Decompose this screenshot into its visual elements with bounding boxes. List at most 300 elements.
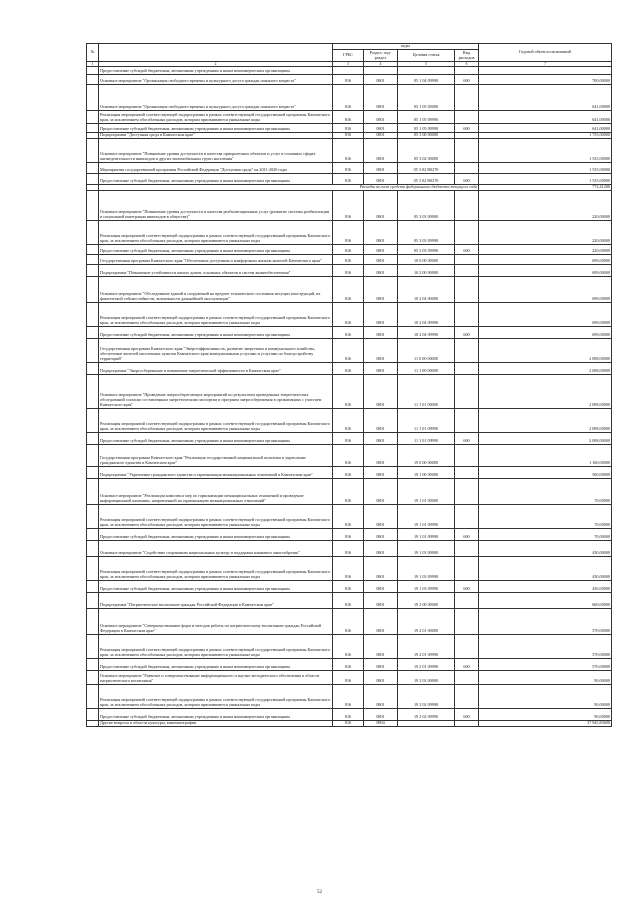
row-type-cell — [455, 85, 479, 111]
row-no-cell — [87, 173, 99, 184]
row-grbs-cell: 816 — [333, 124, 364, 133]
row-amount-cell: 2 008,00000 — [479, 408, 612, 432]
row-type-cell — [455, 111, 479, 124]
row-name-cell: Государственная программа Камчатского края "Энергоэффективность, развитие энергетики и коммунального хозяйства, обеспечение жителей населенных пунктов Камчатского края коммунальными услугами и услугами по благоустройству территорий" — [99, 338, 333, 362]
row-name-cell: Предоставление субсидий бюджетным, автономным учреждениям и иным некоммерческим организациям — [99, 124, 333, 133]
row-target-cell: 11 1 00 00000 — [398, 362, 455, 374]
row-no-cell — [87, 478, 99, 504]
row-type-cell: 600 — [455, 244, 479, 254]
row-type-cell — [455, 67, 479, 75]
row-amount-cell: 641,00000 — [479, 124, 612, 133]
row-type-cell — [455, 592, 479, 608]
row-grbs-cell: 816 — [333, 162, 364, 173]
row-section-cell: 0801 — [364, 173, 398, 184]
row-target-cell: 05 3 03 09990 — [398, 220, 455, 244]
row-grbs-cell: 816 — [333, 608, 364, 634]
row-target-cell: 19 0 00 00000 — [398, 444, 455, 466]
row-target-cell: 19 2 00 00000 — [398, 592, 455, 608]
header-target: Целевая статья — [398, 50, 455, 62]
row-section-cell: 0801 — [364, 276, 398, 302]
table-row — [87, 504, 612, 528]
row-name-cell: Подпрограмма "Повышение устойчивости жилых домов, основных объектов и систем жизнеобеспечения" — [99, 264, 333, 276]
row-target-cell: 10 2 04 09990 — [398, 302, 455, 326]
row-section-cell: 0801 — [364, 478, 398, 504]
row-section-cell: 0801 — [364, 466, 398, 478]
row-grbs-cell: 816 — [333, 374, 364, 408]
row-amount-cell: 500,00000 — [479, 466, 612, 478]
row-target-cell: 05 3 03 00000 — [398, 190, 455, 220]
table-row — [87, 85, 612, 111]
table-row — [87, 362, 612, 374]
row-no-cell — [87, 444, 99, 466]
row-grbs-cell: 816 — [333, 720, 364, 726]
row-name-cell: Мероприятия государственной программы Российской Федерации "Доступная среда" на 2011-2020 годы — [99, 162, 333, 173]
row-grbs-cell: 816 — [333, 444, 364, 466]
row-name-cell: Предоставление субсидий бюджетным, автономным учреждениям и иным некоммерческим организациям — [99, 580, 333, 592]
row-section-cell: 0801 — [364, 124, 398, 133]
row-name-cell: Основное мероприятие "Повышение уровня доступности и качества реабилитационных услуг (развитие системы реабилитации и социальной интеграции инвалидов в обществе)" — [99, 190, 333, 220]
row-no-cell — [87, 658, 99, 670]
budget-table — [86, 43, 612, 727]
row-name-cell: Основное мероприятие "Организация свободного времени и культурного досуга граждан пожилого возраста" — [99, 75, 333, 85]
row-no-cell — [87, 504, 99, 528]
row-grbs-cell: 816 — [333, 75, 364, 85]
row-note-cell: Расходы за счет средств федерального бюджета текущего года — [99, 184, 479, 190]
row-target-cell: 05 1 05 00000 — [398, 85, 455, 111]
row-section-cell: 0801 — [364, 374, 398, 408]
row-target-cell: 19 1 03 09990 — [398, 580, 455, 592]
row-type-cell — [455, 720, 479, 726]
row-amount-cell: 70,00000 — [479, 528, 612, 540]
row-name-cell: Предоставление субсидий бюджетным, автономным учреждениям и иным некоммерческим организациям — [99, 67, 333, 75]
table-row — [87, 444, 612, 466]
table-row — [87, 276, 612, 302]
table-row — [87, 528, 612, 540]
row-type-cell — [455, 608, 479, 634]
table-row — [87, 302, 612, 326]
row-no-cell — [87, 720, 99, 726]
row-name-cell: Подпрограмма "Патриотическое воспитание граждан Российской Федерации в Камчатском крае" — [99, 592, 333, 608]
row-section-cell: 0801 — [364, 540, 398, 556]
row-type-cell: 600 — [455, 75, 479, 85]
table-row — [87, 173, 612, 184]
row-target-cell: 19 1 00 00000 — [398, 466, 455, 478]
row-name-cell: Основное мероприятие "Совершенствование форм и методов работы по патриотическому воспитанию граждан Российской Федерации в Камчатском крае" — [99, 608, 333, 634]
row-grbs-cell: 816 — [333, 466, 364, 478]
row-type-cell: 600 — [455, 528, 479, 540]
header-codes: коды — [333, 44, 479, 50]
row-grbs-cell: 816 — [333, 658, 364, 670]
row-grbs-cell: 816 — [333, 138, 364, 162]
row-target-cell: 05 3 02 00000 — [398, 138, 455, 162]
row-type-cell — [455, 634, 479, 658]
table-row — [87, 220, 612, 244]
index-cell: 2 — [99, 62, 333, 67]
row-name-cell: Основное мероприятие "Развитие и совершенствование информационного и научно-методического обеспечения в области патриотического воспитания" — [99, 670, 333, 684]
header-expense-type: Вид расходов — [455, 50, 479, 62]
row-type-cell: 600 — [455, 708, 479, 720]
row-type-cell: 600 — [455, 124, 479, 133]
row-no-cell — [87, 540, 99, 556]
row-target-cell: 19 2 02 09990 — [398, 708, 455, 720]
row-no-cell — [87, 466, 99, 478]
row-section-cell — [364, 67, 398, 75]
table-row — [87, 670, 612, 684]
table-header — [87, 44, 612, 67]
row-target-cell — [398, 67, 455, 75]
row-target-cell: 19 2 01 00000 — [398, 608, 455, 634]
row-name-cell: Предоставление субсидий бюджетным, автономным учреждениям и иным некоммерческим организациям — [99, 326, 333, 338]
row-amount-cell: 699,00000 — [479, 326, 612, 338]
row-section-cell: 0801 — [364, 708, 398, 720]
row-no-cell — [87, 67, 99, 75]
row-no-cell — [87, 85, 99, 111]
row-type-cell — [455, 338, 479, 362]
row-name-cell: Основное мероприятие "Обследование зданий и сооружений на предмет технического состояния несущих конструкций, их фактической сейсмостойкости, возможности дальнейшей эксплуатации" — [99, 276, 333, 302]
row-amount-cell: 220,00000 — [479, 220, 612, 244]
table-row — [87, 556, 612, 580]
row-type-cell — [455, 670, 479, 684]
row-name-cell: Реализация мероприятий соответствующей подпрограммы в рамках соответствующей государственной программы Камчатского края, за исключением обособленных расходов, которым присваиваются уникальные коды — [99, 220, 333, 244]
table-row — [87, 264, 612, 276]
row-grbs-cell: 816 — [333, 684, 364, 708]
row-type-cell — [455, 684, 479, 708]
row-type-cell: 600 — [455, 580, 479, 592]
row-type-cell — [455, 162, 479, 173]
row-amount-cell: 90,00000 — [479, 684, 612, 708]
row-section-cell: 0801 — [364, 504, 398, 528]
row-no-cell — [87, 190, 99, 220]
row-section-cell: 0801 — [364, 138, 398, 162]
row-grbs-cell: 816 — [333, 264, 364, 276]
row-name-cell: Предоставление субсидий бюджетным, автономным учреждениям и иным некоммерческим организациям — [99, 432, 333, 444]
row-amount-cell: 699,00000 — [479, 264, 612, 276]
row-target-cell: 05 3 02 R0270 — [398, 173, 455, 184]
row-target-cell: 19 1 01 00000 — [398, 478, 455, 504]
row-name-cell: Реализация мероприятий соответствующей подпрограммы в рамках соответствующей государственной программы Камчатского края, за исключением обособленных расходов, которым присваиваются уникальные коды — [99, 556, 333, 580]
row-target-cell: 05 1 05 09990 — [398, 124, 455, 133]
row-name-cell: Предоставление субсидий бюджетным, автономным учреждениям и иным некоммерческим организациям — [99, 708, 333, 720]
table-row — [87, 466, 612, 478]
row-section-cell: 0801 — [364, 220, 398, 244]
row-no-cell — [87, 592, 99, 608]
row-section-cell: 0801 — [364, 326, 398, 338]
row-grbs-cell: 816 — [333, 326, 364, 338]
row-amount-cell: 2 008,00000 — [479, 432, 612, 444]
row-grbs-cell: 816 — [333, 408, 364, 432]
row-amount-cell: 1 755,00000 — [479, 133, 612, 139]
row-section-cell: 0801 — [364, 592, 398, 608]
row-grbs-cell: 816 — [333, 244, 364, 254]
row-name-cell: Основное мероприятие "Проведение энергосберегающих мероприятий по результатам проведенных энергетических обследований согласно составленным энергетическим паспортам и программ энергосбережения в организациях с участием Камчатского края" — [99, 374, 333, 408]
row-no-cell — [87, 556, 99, 580]
row-name-cell: Реализация мероприятий соответствующей подпрограммы в рамках соответствующей государственной программы Камчатского края, за исключением обособленных расходов, которым присваиваются уникальные коды — [99, 111, 333, 124]
row-target-cell: 19 2 02 09990 — [398, 684, 455, 708]
row-grbs-cell: 816 — [333, 528, 364, 540]
row-name-cell: Основное мероприятие "Содействие сохранению национальных культур и поддержка языкового многообразия" — [99, 540, 333, 556]
row-name-cell: Государственная программа Камчатского края "Обеспечение доступным и комфортным жильем жителей Камчатского края" — [99, 254, 333, 264]
row-type-cell — [455, 466, 479, 478]
row-amount-cell: 1 535,00000 — [479, 162, 612, 173]
row-no-cell — [87, 362, 99, 374]
row-name-cell: Реализация мероприятий соответствующей подпрограммы в рамках соответствующей государственной программы Камчатского края, за исключением обособленных расходов, которым присваиваются уникальные коды — [99, 408, 333, 432]
row-grbs-cell: 816 — [333, 362, 364, 374]
row-section-cell: 0801 — [364, 432, 398, 444]
table-row — [87, 478, 612, 504]
row-amount-cell: 90,00000 — [479, 670, 612, 684]
row-target-cell: 05 3 02 R0270 — [398, 162, 455, 173]
row-no-cell — [87, 670, 99, 684]
row-name-cell: Подпрограмма "Доступная среда в Камчатском крае" — [99, 133, 333, 139]
row-section-cell: 0801 — [364, 254, 398, 264]
table-row — [87, 374, 612, 408]
row-type-cell: 600 — [455, 326, 479, 338]
row-name-cell: Основное мероприятие "Реализация комплекса мер по гармонизации межнациональных отношений и проведение информационной кампании, направленной на гармонизацию межнациональных отношений" — [99, 478, 333, 504]
table-row — [87, 708, 612, 720]
row-amount-cell: 37 945,83600 — [479, 720, 612, 726]
row-type-cell: 600 — [455, 658, 479, 670]
row-amount-cell — [479, 67, 612, 75]
row-amount-cell: 2 008,00000 — [479, 374, 612, 408]
row-grbs-cell: 816 — [333, 173, 364, 184]
header-annual: Годовой объем ассигнований — [479, 44, 612, 62]
row-amount-cell: 220,00000 — [479, 244, 612, 254]
row-amount-cell: 1 535,00000 — [479, 138, 612, 162]
row-amount-cell: 70,00000 — [479, 478, 612, 504]
row-no-cell — [87, 326, 99, 338]
row-grbs-cell: 816 — [333, 133, 364, 139]
row-grbs-cell: 816 — [333, 85, 364, 111]
row-amount-cell: 570,00000 — [479, 634, 612, 658]
row-type-cell — [455, 254, 479, 264]
row-grbs-cell — [333, 67, 364, 75]
row-name-cell: Реализация мероприятий соответствующей подпрограммы в рамках соответствующей государственной программы Камчатского края, за исключением обособленных расходов, которым присваиваются уникальные коды — [99, 634, 333, 658]
row-type-cell — [455, 540, 479, 556]
row-type-cell — [455, 302, 479, 326]
table-row — [87, 658, 612, 670]
table-row — [87, 75, 612, 85]
row-target-cell: 05 1 05 09990 — [398, 111, 455, 124]
row-target-cell: 19 2 01 09990 — [398, 658, 455, 670]
row-section-cell: 0801 — [364, 528, 398, 540]
row-section-cell: 0801 — [364, 190, 398, 220]
table-row — [87, 254, 612, 264]
row-target-cell: 10 2 04 09990 — [398, 326, 455, 338]
row-amount-cell: 90,00000 — [479, 708, 612, 720]
row-section-cell: 0801 — [364, 244, 398, 254]
row-section-cell: 0801 — [364, 362, 398, 374]
table-row — [87, 432, 612, 444]
row-target-cell — [398, 720, 455, 726]
row-type-cell — [455, 220, 479, 244]
row-grbs-cell: 816 — [333, 432, 364, 444]
row-no-cell — [87, 408, 99, 432]
row-grbs-cell: 816 — [333, 540, 364, 556]
row-name-cell: Реализация мероприятий соответствующей подпрограммы в рамках соответствующей государственной программы Камчатского края, за исключением обособленных расходов, которым присваиваются уникальные коды — [99, 504, 333, 528]
table-row — [87, 124, 612, 133]
row-grbs-cell: 816 — [333, 276, 364, 302]
row-amount-cell: 1 535,00000 — [479, 173, 612, 184]
row-target-cell: 19 2 01 09990 — [398, 634, 455, 658]
row-section-cell: 0801 — [364, 338, 398, 362]
row-section-cell: 0801 — [364, 444, 398, 466]
row-name-cell: Предоставление субсидий бюджетным, автономным учреждениям и иным некоммерческим организациям — [99, 173, 333, 184]
row-target-cell: 11 1 01 09990 — [398, 408, 455, 432]
row-type-cell — [455, 478, 479, 504]
row-target-cell: 11 1 01 09990 — [398, 432, 455, 444]
row-name-cell: Другие вопросы в области культуры, кинематографии — [99, 720, 333, 726]
table-row — [87, 138, 612, 162]
table-row — [87, 162, 612, 173]
header-section: Раздел, под-раздел — [364, 50, 398, 62]
row-section-cell: 0801 — [364, 75, 398, 85]
row-name-cell: Основное мероприятие "Повышение уровня доступности и качества приоритетных объектов и услуг в основных сферах жизнедеятельности инвалидов и других маломобильных групп населения" — [99, 138, 333, 162]
header-no: № — [87, 44, 99, 62]
row-amount-cell: 430,00000 — [479, 556, 612, 580]
row-no-cell — [87, 264, 99, 276]
row-amount-cell: 660,00000 — [479, 592, 612, 608]
row-name-cell: Предоставление субсидий бюджетным, автономным учреждениям и иным некоммерческим организациям — [99, 244, 333, 254]
row-type-cell: 600 — [455, 432, 479, 444]
row-type-cell — [455, 504, 479, 528]
header-name — [99, 44, 333, 62]
row-no-cell — [87, 608, 99, 634]
row-amount-cell: 641,00000 — [479, 111, 612, 124]
row-amount-cell: 2 008,00000 — [479, 362, 612, 374]
row-type-cell — [455, 444, 479, 466]
row-name-cell: Основное мероприятие "Организация свободного времени и культурного досуга граждан пожилого возраста" — [99, 85, 333, 111]
row-section-cell: 0801 — [364, 580, 398, 592]
row-section-cell: 0801 — [364, 111, 398, 124]
row-no-cell — [87, 138, 99, 162]
table-row — [87, 540, 612, 556]
row-section-cell: 0801 — [364, 608, 398, 634]
row-section-cell: 0801 — [364, 556, 398, 580]
row-grbs-cell: 816 — [333, 504, 364, 528]
row-grbs-cell: 816 — [333, 556, 364, 580]
header-grbs: ГРБС — [333, 50, 364, 62]
row-name-cell: Реализация мероприятий соответствующей подпрограммы в рамках соответствующей государственной программы Камчатского края, за исключением обособленных расходов, которым присваиваются уникальные коды — [99, 302, 333, 326]
row-amount-cell: 430,00000 — [479, 540, 612, 556]
row-target-cell: 19 1 01 09990 — [398, 504, 455, 528]
table-row — [87, 580, 612, 592]
table-row — [87, 608, 612, 634]
row-grbs-cell: 816 — [333, 254, 364, 264]
row-section-cell: 0801 — [364, 684, 398, 708]
row-amount-cell: 699,00000 — [479, 302, 612, 326]
row-grbs-cell: 816 — [333, 111, 364, 124]
row-target-cell: 19 1 03 09990 — [398, 556, 455, 580]
row-no-cell — [87, 634, 99, 658]
row-name-cell: Подпрограмма "Энергосбережение и повышение энергетической эффективности в Камчатском крае" — [99, 362, 333, 374]
row-no-cell — [87, 374, 99, 408]
row-type-cell — [455, 362, 479, 374]
index-cell: 7 — [479, 62, 612, 67]
row-type-cell — [455, 276, 479, 302]
row-type-cell: 600 — [455, 173, 479, 184]
row-type-cell — [455, 190, 479, 220]
row-target-cell: 19 1 03 00000 — [398, 540, 455, 556]
row-target-cell: 10 2 04 00000 — [398, 276, 455, 302]
row-section-cell: 0804 — [364, 720, 398, 726]
row-type-cell — [455, 138, 479, 162]
row-name-cell: Предоставление субсидий бюджетным, автономным учреждениям и иным некоммерческим организациям — [99, 658, 333, 670]
page-number: 52 — [317, 890, 322, 895]
row-target-cell: 05 3 03 09990 — [398, 244, 455, 254]
row-no-cell — [87, 75, 99, 85]
row-target-cell: 11 1 01 00000 — [398, 374, 455, 408]
row-grbs-cell: 816 — [333, 708, 364, 720]
row-name-cell: Реализация мероприятий соответствующей подпрограммы в рамках соответствующей государственной программы Камчатского края, за исключением обособленных расходов, которым присваиваются уникальные коды — [99, 684, 333, 708]
row-section-cell: 0801 — [364, 302, 398, 326]
row-section-cell: 0801 — [364, 670, 398, 684]
table-row — [87, 326, 612, 338]
row-type-cell — [455, 408, 479, 432]
row-grbs-cell: 816 — [333, 592, 364, 608]
row-no-cell — [87, 244, 99, 254]
row-section-cell: 0801 — [364, 264, 398, 276]
row-section-cell: 0801 — [364, 408, 398, 432]
row-amount-cell: 1 160,00000 — [479, 444, 612, 466]
row-no-cell — [87, 302, 99, 326]
row-no-cell — [87, 684, 99, 708]
row-target-cell: 19 1 01 09990 — [398, 528, 455, 540]
row-name-cell: Предоставление субсидий бюджетным, автономным учреждениям и иным некоммерческим организациям — [99, 528, 333, 540]
table-row — [87, 190, 612, 220]
row-type-cell — [455, 374, 479, 408]
row-no-cell — [87, 220, 99, 244]
table-row — [87, 720, 612, 726]
row-amount-cell: 430,00000 — [479, 580, 612, 592]
table-row — [87, 634, 612, 658]
index-cell: 4 — [364, 62, 398, 67]
row-type-cell — [455, 264, 479, 276]
row-name-cell: Подпрограмма "Укрепление гражданского единства и гармонизация межнациональных отношений в Камчатском крае" — [99, 466, 333, 478]
row-amount-cell: 570,00000 — [479, 658, 612, 670]
row-grbs-cell: 816 — [333, 220, 364, 244]
row-no-cell — [87, 708, 99, 720]
row-target-cell: 05 1 04 09990 — [398, 75, 455, 85]
row-amount-cell: 220,00000 — [479, 190, 612, 220]
row-section-cell: 0801 — [364, 162, 398, 173]
row-section-cell: 0801 — [364, 658, 398, 670]
row-grbs-cell: 816 — [333, 670, 364, 684]
row-grbs-cell: 816 — [333, 190, 364, 220]
row-amount-cell: 700,00000 — [479, 75, 612, 85]
index-cell: 5 — [398, 62, 455, 67]
row-no-cell — [87, 111, 99, 124]
table-row — [87, 684, 612, 708]
row-no-cell — [87, 254, 99, 264]
table-body — [87, 67, 612, 727]
row-amount-cell: 772,41200 — [479, 184, 612, 190]
row-no-cell — [87, 162, 99, 173]
table-row — [87, 111, 612, 124]
row-target-cell: 10 2 00 00000 — [398, 264, 455, 276]
row-type-cell — [455, 556, 479, 580]
row-no-cell — [87, 124, 99, 133]
row-grbs-cell: 816 — [333, 338, 364, 362]
index-cell: 6 — [455, 62, 479, 67]
table-row — [87, 408, 612, 432]
row-no-cell — [87, 528, 99, 540]
row-target-cell: 11 0 00 00000 — [398, 338, 455, 362]
row-name-cell: Государственная программа Камчатского края "Реализация государственной национальной политики и укрепление гражданского единства в Камчатском крае" — [99, 444, 333, 466]
row-section-cell: 0801 — [364, 634, 398, 658]
table-row — [87, 67, 612, 75]
row-grbs-cell: 816 — [333, 302, 364, 326]
row-amount-cell: 570,00000 — [479, 608, 612, 634]
